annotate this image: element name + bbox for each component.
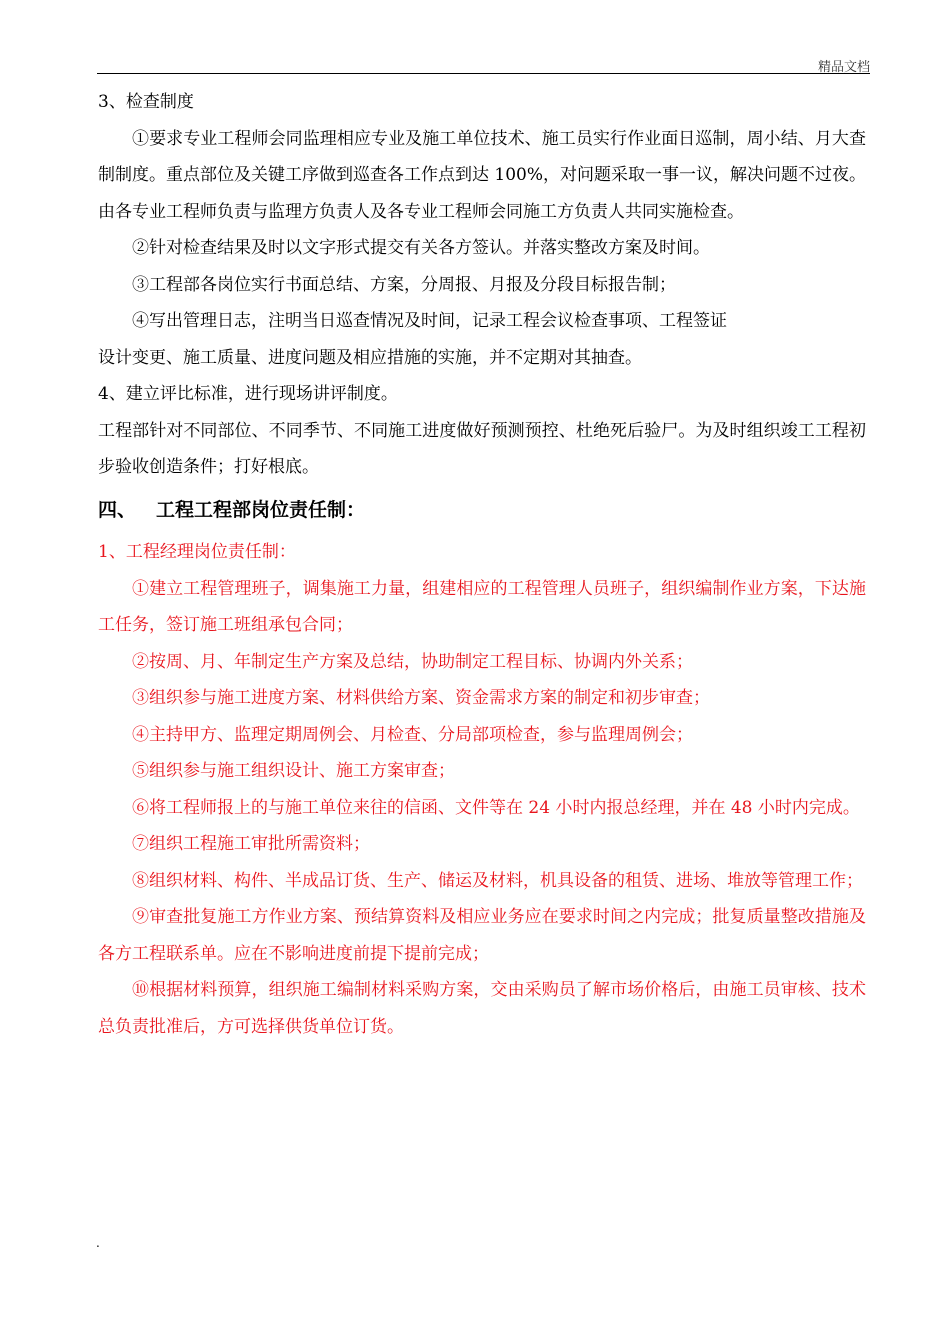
section-3-item-4: ④写出管理日志，注明当日巡查情况及时间，记录工程会议检查事项、工程签证 — [132, 311, 727, 331]
section-4-body: 工程部针对不同部位、不同季节、不同施工进度做好预测预控、杜绝死后验尸。为及时组织竣工工程初步验收创造条件；打好根底。 — [98, 420, 866, 477]
manager-item-6: ⑥将工程师报上的与施工单位来往的信函、文件等在 24 小时内报总经理，并在 48 小时内完成。 — [132, 797, 860, 818]
chapter-title: 工程工程部岗位责任制： — [156, 498, 366, 521]
manager-item-1: ①建立工程管理班子，调集施工力量，组建相应的工程管理人员班子，组织编制作业方案，下达施工任务，签订施工班组承包合同； — [98, 578, 866, 635]
manager-item-5: ⑤组织参与施工组织设计、施工方案审查； — [132, 761, 455, 781]
header-rule — [97, 73, 870, 74]
section-4-title: 4、建立评比标准，进行现场讲评制度。 — [98, 384, 398, 404]
manager-section-title: 1、工程经理岗位责任制： — [98, 542, 296, 562]
chapter-number: 四、 — [98, 498, 137, 521]
section-3-item-1: ①要求专业工程师会同监理相应专业及施工单位技术、施工员实行作业面日巡制，周小结、月大查制制度。重点部位及关键工序做到巡查各工作点到达 100%，对问题采取一事一议，解决问题不过夜。由各专业工程师负责与监理方负责人及各专业工程师会同施工方负责人共同实施检查。 — [98, 128, 867, 222]
section-3-item-3: ③工程部各岗位实行书面总结、方案，分周报、月报及分段目标报告制； — [132, 274, 676, 295]
document-body — [98, 84, 866, 1045]
chapter-heading — [98, 492, 866, 529]
section-3-item-4-continued: 设计变更、施工质量、进度问题及相应措施的实施，并不定期对其抽查。 — [98, 347, 642, 368]
header-label: 精品文档 — [817, 60, 870, 75]
manager-item-3: ③组织参与施工进度方案、材料供给方案、资金需求方案的制定和初步审查； — [132, 688, 710, 708]
section-3-title: 3、检查制度 — [98, 92, 194, 112]
manager-item-7: ⑦组织工程施工审批所需资料； — [132, 834, 370, 854]
manager-item-4: ④主持甲方、监理定期周例会、月检查、分局部项检查，参与监理周例会； — [132, 724, 693, 745]
manager-item-2: ②按周、月、年制定生产方案及总结，协助制定工程目标、协调内外关系； — [132, 651, 693, 672]
section-3-item-2: ②针对检查结果及时以文字形式提交有关各方签认。并落实整改方案及时间。 — [132, 238, 710, 258]
manager-item-9: ⑨审查批复施工方作业方案、预结算资料及相应业务应在要求时间之内完成；批复质量整改措施及各方工程联系单。应在不影响进度前提下提前完成； — [98, 907, 866, 964]
manager-item-8: ⑧组织材料、构件、半成品订货、生产、储运及材料，机具设备的租赁、进场、堆放等管理工作； — [132, 870, 863, 891]
footer-mark: . — [96, 1236, 100, 1250]
manager-item-10: ⑩根据材料预算，组织施工编制材料采购方案，交由采购员了解市场价格后，由施工员审核、技术总负责批准后，方可选择供货单位订货。 — [98, 980, 866, 1037]
